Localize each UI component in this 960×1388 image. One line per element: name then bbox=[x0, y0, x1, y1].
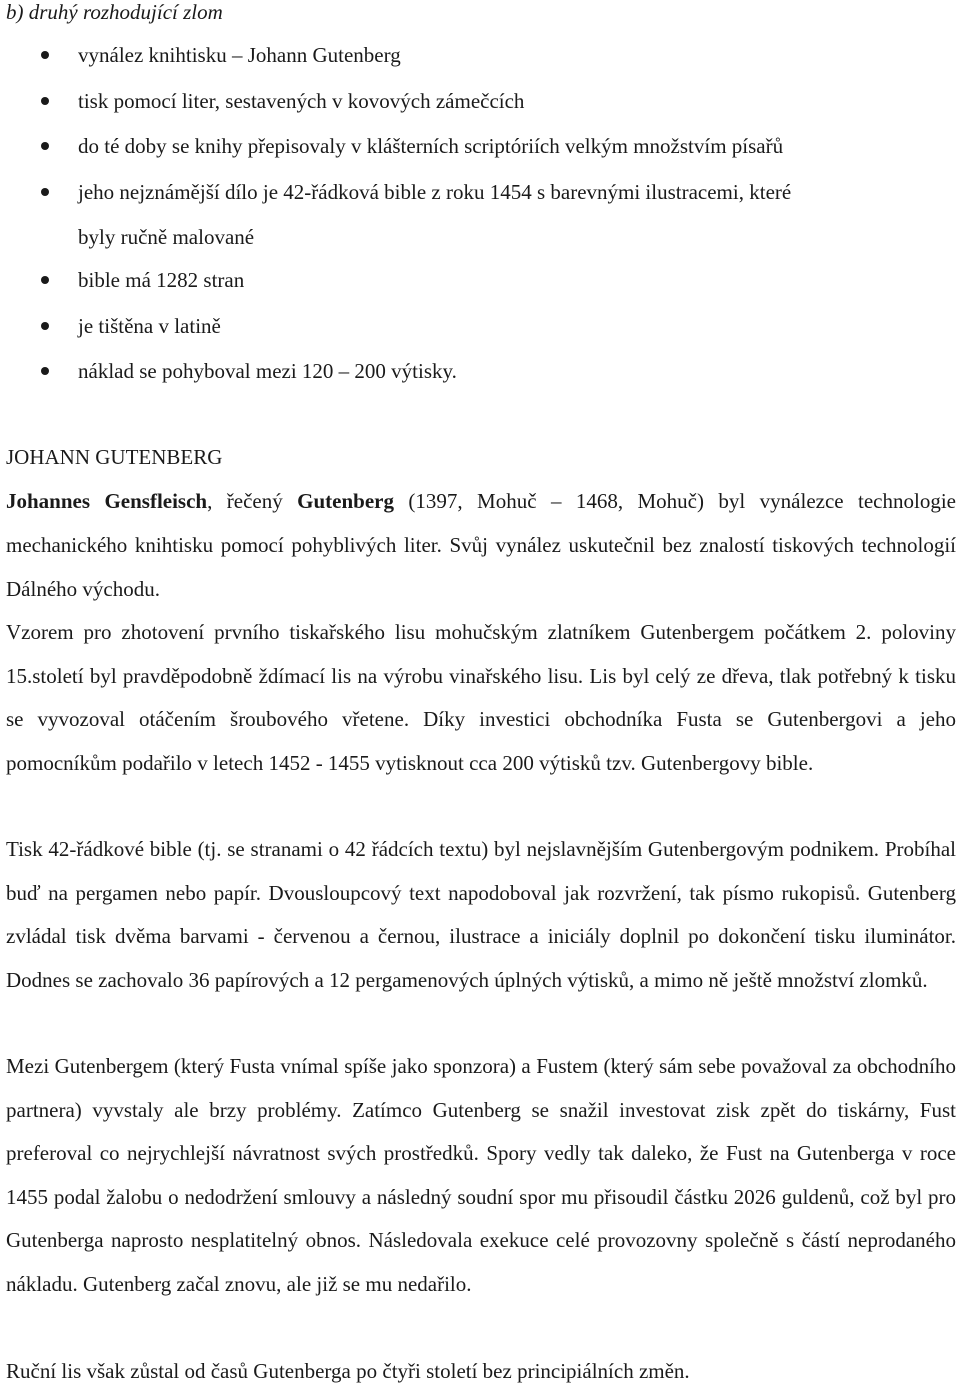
person-name: Johannes Gensfleisch bbox=[6, 489, 208, 513]
bullet-item bbox=[78, 304, 948, 350]
bullet-icon bbox=[41, 367, 49, 375]
intro-connector: , řečený bbox=[207, 489, 298, 513]
bullet-text: byly ručně malované bbox=[78, 225, 255, 249]
bible-paragraph: Tisk 42-řádkové bible (tj. se stranami o 42 řádcích textu) byl nejslavnějším Gutenbergovým podnikem. Probíhal buď na pergamen nebo papír. Dvousloupcový text napodoboval jak rozvržení, tak písmo rukopisů. Gutenberg zvládal tisk dvěma barvami - červenou a černou, ilustrace a iniciály doplnil po dokončení tisku iluminátor. Dodnes se zachovalo 36 papírových a 12 pergamenových úplných výtisků, a mimo ně ještě množství zlomků. bbox=[6, 837, 956, 992]
bullet-text: bible má 1282 stran bbox=[78, 268, 245, 292]
press-paragraph: Vzorem pro zhotovení prvního tiskařského lisu mohučským zlatníkem Gutenbergem počátkem 2. poloviny 15.století byl pravděpodobně ždímací lis na výrobu vinařského lisu. Lis byl celý ze dřeva, tlak potřebný k tisku se vyvozoval otáčením šroubového vřetene. Díky investici obchodníka Fusta se Gutenbergovi a jeho pomocníkům podařilo v letech 1452 - 1455 vytisknout cca 200 výtisků tzv. Gutenbergovy bible. bbox=[6, 620, 956, 775]
bullet-item bbox=[78, 79, 948, 125]
bullet-text: náklad se pohyboval mezi 120 – 200 výtisky. bbox=[78, 359, 457, 383]
gutenberg-intro-paragraph bbox=[6, 479, 956, 612]
person-nickname: Gutenberg bbox=[297, 489, 394, 513]
bullet-item bbox=[78, 258, 948, 304]
bullet-item bbox=[78, 124, 948, 170]
closing-line: Ruční lis však zůstal od časů Gutenberga po čtyři století bez principiálních změn. bbox=[6, 1359, 690, 1383]
bullet-text: do té doby se knihy přepisovaly v klášterních scriptóriích velkým množstvím písařů bbox=[78, 134, 784, 158]
dispute-paragraph: Mezi Gutenbergem (který Fusta vnímal spíše jako sponzora) a Fustem (který sám sebe považoval za obchodního partnera) vyvstaly ale brzy problémy. Zatímco Gutenberg se snažil investovat zisk zpět do tiskárny, Fust preferoval co nejrychlejší návratnost svých prostředků. Spory vedly tak daleko, že Fust na Gutenberga v roce 1455 podal žalobu o nedodržení smlouvy a následný soudní spor mu přisoudil částku 2026 guldenů, což byl pro Gutenberga naprosto nesplatitelný obnos. Následovala exekuce celé provozovny společně s částí neprodaného nákladu. Gutenberg začal znovu, ale již se mu nedařilo. bbox=[6, 1054, 956, 1296]
bullet-icon bbox=[41, 188, 49, 196]
bullet-icon bbox=[41, 142, 49, 150]
gutenberg-title: JOHANN GUTENBERG bbox=[6, 445, 223, 469]
bullet-text: vynález knihtisku – Johann Gutenberg bbox=[78, 43, 401, 67]
section-heading: b) druhý rozhodující zlom bbox=[6, 0, 223, 24]
bullet-text: tisk pomocí liter, sestavených v kovových zámečcích bbox=[78, 88, 525, 113]
bullet-icon bbox=[41, 97, 49, 105]
bullet-text: jeho nejznámější dílo je 42-řádková bible z roku 1454 s barevnými ilustracemi, které bbox=[78, 179, 792, 204]
bullet-icon bbox=[41, 276, 49, 284]
bullet-icon bbox=[41, 51, 49, 59]
bullet-item bbox=[78, 170, 948, 216]
intro-text: (1397, Mohuč – 1468, Mohuč) byl vynálezce technologie mechanického knihtisku pomocí pohyblivých liter. Svůj vynález uskutečnil bez znalostí tiskových technologií Dálného východu. bbox=[6, 489, 956, 602]
bullet-icon bbox=[41, 322, 49, 330]
bullet-item-continuation bbox=[78, 215, 948, 261]
bullet-item bbox=[78, 349, 948, 395]
bullet-text: je tištěna v latině bbox=[78, 313, 221, 338]
bullet-item bbox=[78, 33, 948, 79]
